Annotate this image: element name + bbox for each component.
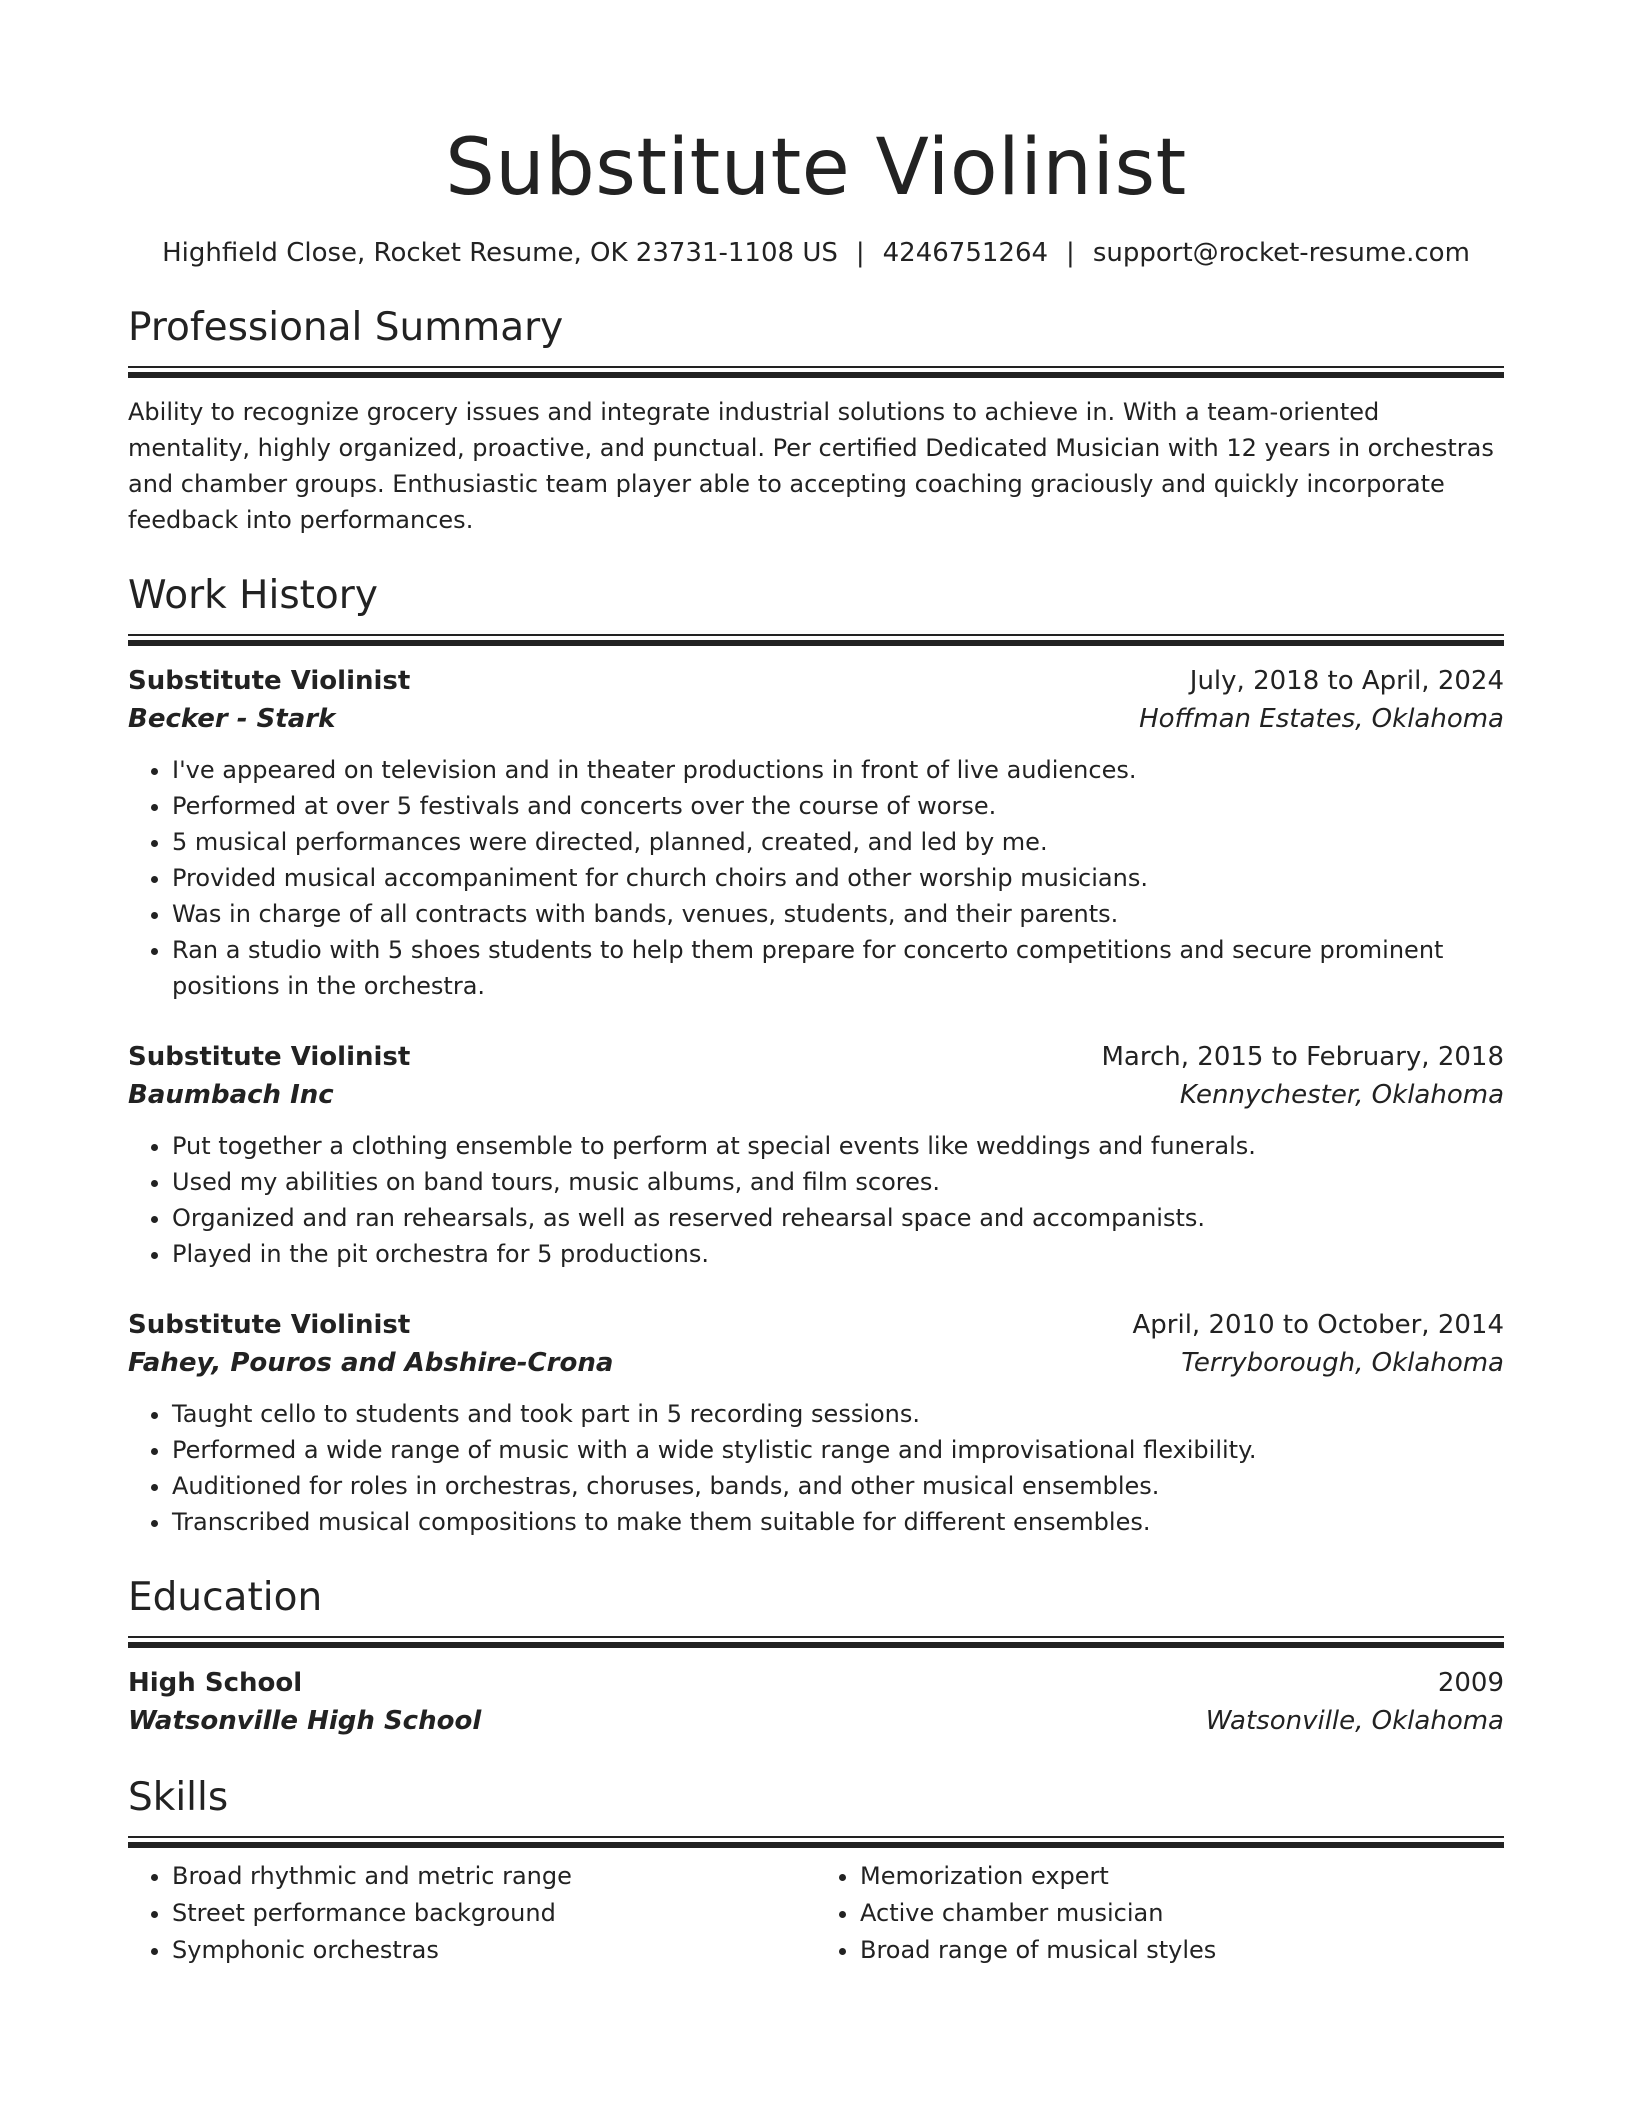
section-heading-work-history: Work History	[128, 573, 378, 618]
job-location: Kennychester, Oklahoma	[1179, 1080, 1504, 1110]
job-bullet: • Ran a studio with 5 shoes students to help them prepare for concerto competitions and secure prominent positions in the orchestra.	[172, 932, 1504, 1004]
job-company-row	[128, 1076, 1504, 1114]
job-entry	[128, 1038, 1504, 1272]
job-title-row	[128, 662, 1504, 700]
job-title: Substitute Violinist	[128, 1042, 411, 1072]
job-bullets	[128, 1128, 1504, 1272]
job-company-row	[128, 1344, 1504, 1382]
job-bullet: • Taught cello to students and took part in 5 recording sessions.	[172, 1396, 1504, 1432]
contact-line	[128, 236, 1504, 270]
education-degree: High School	[128, 1668, 303, 1698]
job-entry	[128, 662, 1504, 1004]
skill-item: • Street performance background	[172, 1895, 816, 1932]
job-entry	[128, 1306, 1504, 1540]
job-title: Substitute Violinist	[128, 1310, 411, 1340]
education-entry	[128, 1664, 1504, 1740]
job-bullet: • Performed a wide range of music with a wide stylistic range and improvisational flexibility.	[172, 1432, 1504, 1468]
skill-item: • Active chamber musician	[860, 1895, 1504, 1932]
contact-email: support@rocket-resume.com	[1092, 238, 1470, 268]
job-location: Terryborough, Oklahoma	[1181, 1348, 1504, 1378]
job-bullet: • Performed at over 5 festivals and concerts over the course of worse.	[172, 788, 1504, 824]
job-dates: July, 2018 to April, 2024	[1189, 666, 1504, 696]
skill-item: • Broad range of musical styles	[860, 1932, 1504, 1969]
contact-separator: |	[1066, 238, 1075, 268]
job-dates: April, 2010 to October, 2014	[1132, 1310, 1504, 1340]
summary-text: Ability to recognize grocery issues and integrate industrial solutions to achieve in. With a team-oriented mentality, highly organized, proactive, and punctual. Per certified Dedicated Musician with 12 years in orchestras and chamber groups. Enthusiastic team player able to accepting coaching graciously and quickly incorporate feedback into performances.	[128, 398, 1494, 534]
education-school-row	[128, 1702, 1504, 1740]
skills-section	[128, 1774, 1504, 1969]
job-bullet: • I've appeared on television and in theater productions in front of live audiences.	[172, 752, 1504, 788]
education-location: Watsonville, Oklahoma	[1205, 1706, 1504, 1736]
job-bullet: • Used my abilities on band tours, music albums, and film scores.	[172, 1164, 1504, 1200]
job-title-row	[128, 1038, 1504, 1076]
job-bullet: • Provided musical accompaniment for church choirs and other worship musicians.	[172, 860, 1504, 896]
skills-list-right	[816, 1858, 1504, 1969]
section-divider	[128, 1636, 1504, 1646]
section-divider	[128, 1836, 1504, 1846]
skill-item: • Symphonic orchestras	[172, 1932, 816, 1969]
summary-section	[128, 304, 1504, 538]
education-school: Watsonville High School	[128, 1706, 482, 1736]
job-bullet: • Organized and ran rehearsals, as well as reserved rehearsal space and accompanists.	[172, 1200, 1504, 1236]
job-bullets	[128, 1396, 1504, 1540]
job-bullet: • Transcribed musical compositions to make them suitable for different ensembles.	[172, 1504, 1504, 1540]
job-bullet: • Auditioned for roles in orchestras, choruses, bands, and other musical ensembles.	[172, 1468, 1504, 1504]
skills-columns	[128, 1858, 1504, 1969]
job-company-row	[128, 700, 1504, 738]
job-company: Becker - Stark	[128, 704, 336, 734]
contact-phone: 4246751264	[882, 238, 1049, 268]
skill-item: • Broad rhythmic and metric range	[172, 1858, 816, 1895]
section-divider	[128, 366, 1504, 376]
work-history-section	[128, 572, 1504, 1540]
resume-name: Substitute Violinist	[445, 123, 1187, 213]
skills-list-left	[128, 1858, 816, 1969]
job-title: Substitute Violinist	[128, 666, 411, 696]
section-heading-skills: Skills	[128, 1775, 229, 1820]
section-heading-summary: Professional Summary	[128, 305, 564, 350]
job-title-row	[128, 1306, 1504, 1344]
section-divider	[128, 634, 1504, 644]
job-bullet: • Played in the pit orchestra for 5 productions.	[172, 1236, 1504, 1272]
job-location: Hoffman Estates, Oklahoma	[1139, 704, 1504, 734]
job-dates: March, 2015 to February, 2018	[1101, 1042, 1504, 1072]
section-heading-education: Education	[128, 1575, 323, 1620]
job-bullet: • Was in charge of all contracts with bands, venues, students, and their parents.	[172, 896, 1504, 932]
job-company: Fahey, Pouros and Abshire-Crona	[128, 1348, 614, 1378]
contact-separator: |	[855, 238, 865, 268]
education-degree-row	[128, 1664, 1504, 1702]
job-company: Baumbach Inc	[128, 1080, 334, 1110]
job-bullet: • Put together a clothing ensemble to perform at special events like weddings and funerals.	[172, 1128, 1504, 1164]
skill-item: • Memorization expert	[860, 1858, 1504, 1895]
job-bullets	[128, 752, 1504, 1004]
job-bullet: • 5 musical performances were directed, planned, created, and led by me.	[172, 824, 1504, 860]
contact-address: Highfield Close, Rocket Resume, OK 23731-1108 US	[162, 238, 838, 268]
education-section	[128, 1574, 1504, 1740]
education-year: 2009	[1437, 1668, 1504, 1698]
